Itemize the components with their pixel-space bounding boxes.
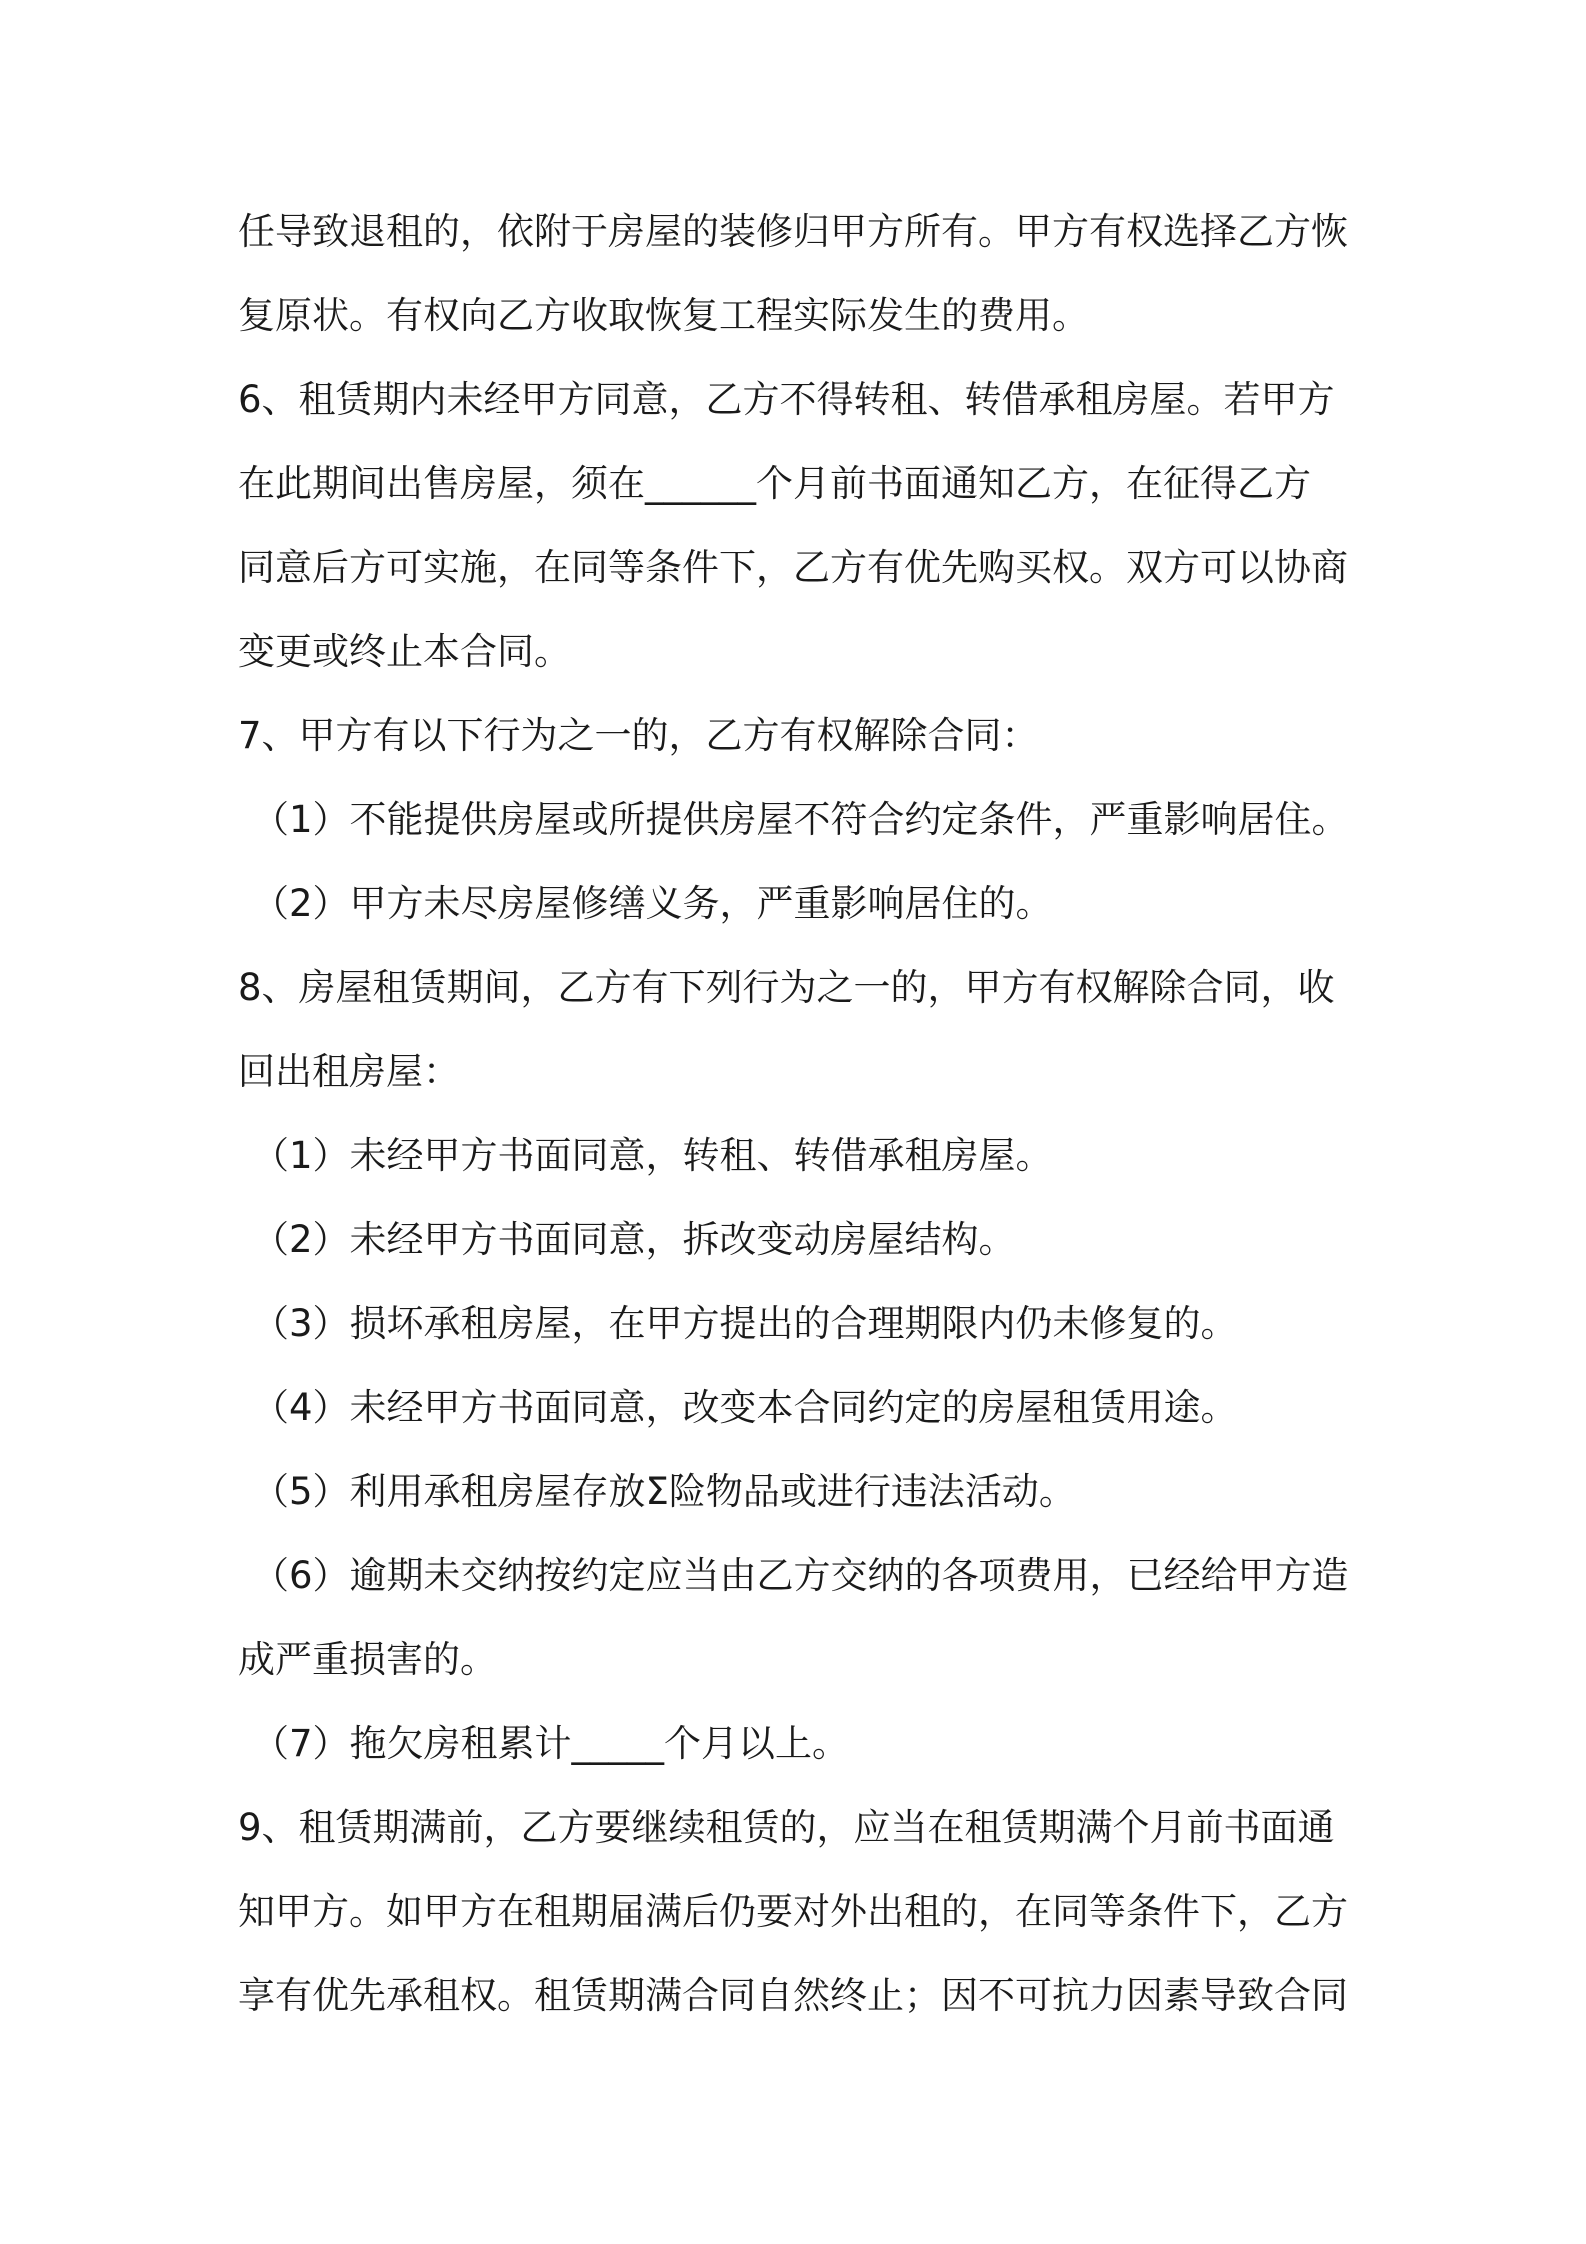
text-line: （1）未经甲方书面同意，转租、转借承租房屋。 bbox=[252, 1134, 1053, 1177]
text-line: 6、租赁期内未经甲方同意，乙方不得转租、转借承租房屋。若甲方 bbox=[238, 378, 1335, 421]
text-line: 同意后方可实施，在同等条件下，乙方有优先购买权。双方可以协商 bbox=[238, 546, 1348, 589]
text-line: （2）未经甲方书面同意，拆改变动房屋结构。 bbox=[252, 1218, 1016, 1261]
text-line: （7）拖欠房租累计_____个月以上。 bbox=[252, 1722, 850, 1765]
text-line: 享有优先承租权。租赁期满合同自然终止；因不可抗力因素导致合同 bbox=[238, 1974, 1348, 2017]
text-line: 成严重损害的。 bbox=[238, 1638, 497, 1681]
text-line: 复原状。有权向乙方收取恢复工程实际发生的费用。 bbox=[238, 294, 1089, 337]
text-line: （1）不能提供房屋或所提供房屋不符合约定条件，严重影响居住。 bbox=[252, 798, 1349, 841]
text-line: 任导致退租的，依附于房屋的装修归甲方所有。甲方有权选择乙方恢 bbox=[238, 210, 1348, 253]
text-line: （3）损坏承租房屋，在甲方提出的合理期限内仍未修复的。 bbox=[252, 1302, 1238, 1345]
text-line: 9、租赁期满前，乙方要继续租赁的，应当在租赁期满个月前书面通 bbox=[238, 1806, 1335, 1849]
text-line: （4）未经甲方书面同意，改变本合同约定的房屋租赁用途。 bbox=[252, 1386, 1238, 1429]
text-line: 变更或终止本合同。 bbox=[238, 630, 571, 673]
text-line: （6）逾期未交纳按约定应当由乙方交纳的各项费用，已经给甲方造 bbox=[252, 1554, 1349, 1597]
document-body bbox=[238, 190, 1358, 2038]
text-line: 回出租房屋： bbox=[238, 1050, 460, 1093]
text-line: （2）甲方未尽房屋修缮义务，严重影响居住的。 bbox=[252, 882, 1053, 925]
text-line: 在此期间出售房屋，须在______个月前书面通知乙方，在征得乙方 bbox=[238, 462, 1311, 505]
text-line: 知甲方。如甲方在租期届满后仍要对外出租的，在同等条件下，乙方 bbox=[238, 1890, 1348, 1933]
text-line: 8、房屋租赁期间，乙方有下列行为之一的，甲方有权解除合同，收 bbox=[238, 966, 1335, 1009]
text-line: （5）利用承租房屋存放Σ险物品或进行违法活动。 bbox=[252, 1470, 1076, 1513]
text-line: 7、甲方有以下行为之一的，乙方有权解除合同： bbox=[238, 714, 1039, 757]
